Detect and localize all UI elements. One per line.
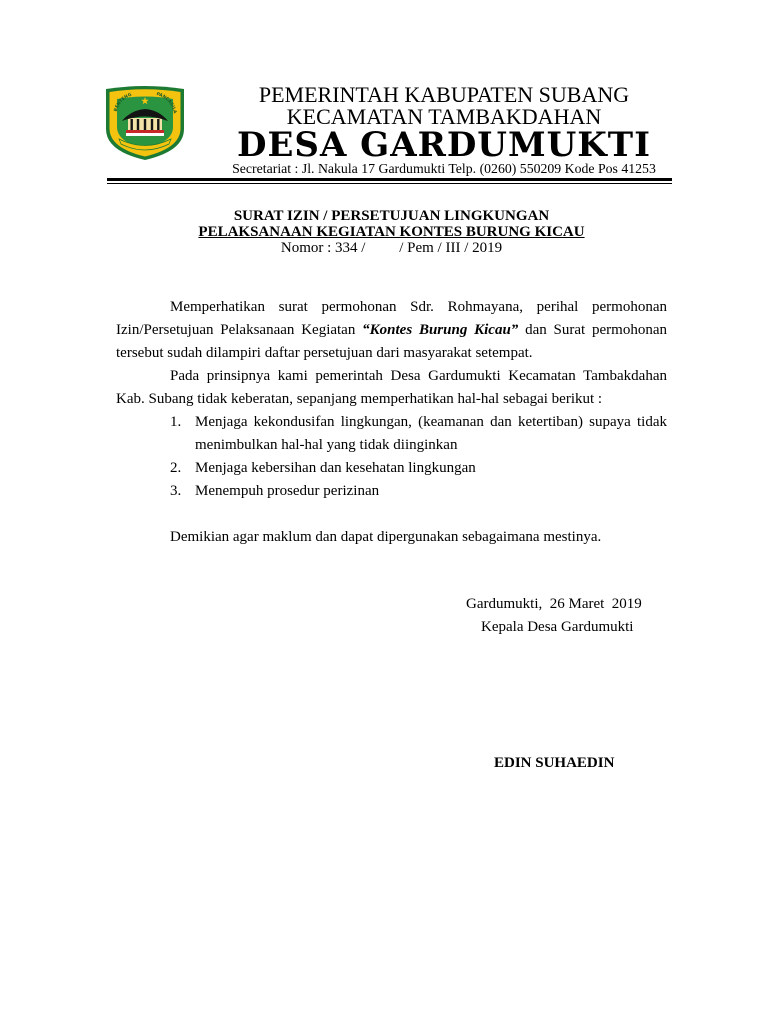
letterhead-government: PEMERINTAH KABUPATEN SUBANG xyxy=(258,82,630,107)
letter-body xyxy=(116,296,667,549)
emblem-red-band xyxy=(126,130,164,133)
paragraph-2-line-2: Kab. Subang tidak keberatan, sepanjang memperhatikan hal-hal sebagai berikut : xyxy=(116,391,603,407)
list-item-2 xyxy=(116,457,667,480)
signature-place-date: Gardumukti, 26 Maret 2019 xyxy=(466,596,642,612)
letter-title-line-1: SURAT IZIN / PERSETUJUAN LINGKUNGAN xyxy=(233,208,550,224)
list-item-1-line-2: menimbulkan hal-hal yang tidak diinginkan xyxy=(195,437,458,453)
letterhead-address: Secretariat : Jl. Nakula 17 Gardumukti Telp. (0260) 550209 Kode Pos 41253 xyxy=(232,161,656,176)
emblem-lettering-left: BENTENG xyxy=(113,92,133,113)
paragraph-1-line-2 xyxy=(116,319,667,342)
letterhead-district: KECAMATAN TAMBAKDAHAN xyxy=(286,104,602,129)
list-item-1-line-1: Menjaga kekondusifan lingkungan, (keamanan dan ketertiban) supaya tidak xyxy=(195,414,667,430)
event-name-emphasis: “Kontes Burung Kicau” xyxy=(362,322,519,338)
list-item-3 xyxy=(116,480,667,503)
letter-title-block xyxy=(116,208,667,256)
letterhead-rule-thin xyxy=(107,183,672,184)
list-number: 1. xyxy=(170,414,182,430)
emblem-white-band xyxy=(126,133,164,136)
letterhead-rule-thick xyxy=(107,178,672,181)
blank-line xyxy=(116,503,667,526)
paragraph-2-line-1: Pada prinsipnya kami pemerintah Desa Gardumukti Kecamatan Tambakdahan xyxy=(170,368,667,384)
closing-sentence: Demikian agar maklum dan dapat dipergunakan sebagaimana mestinya. xyxy=(170,529,602,545)
paragraph-1-line-3: tersebut sudah dilampiri daftar persetujuan dari masyarakat setempat. xyxy=(116,345,533,361)
letter-number: Nomor : 334 / / Pem / III / 2019 xyxy=(280,240,503,256)
signatory-name: EDIN SUHAEDIN xyxy=(494,755,615,771)
letterhead-village: DESA GARDUMUKTI xyxy=(236,125,652,165)
paragraph-1-line-2-text: Izin/Persetujuan Pelaksanaan Kegiatan xyxy=(116,322,363,338)
paragraph-1-line-2-tail: dan Surat permohonan xyxy=(518,322,667,338)
signature-position: Kepala Desa Gardumukti xyxy=(481,619,634,635)
list-number: 2. xyxy=(170,460,182,476)
paragraph-1-line-1: Memperhatikan surat permohonan Sdr. Rohmayana, perihal permohonan xyxy=(170,299,667,315)
list-number: 3. xyxy=(170,483,182,499)
regency-emblem-logo xyxy=(104,84,186,161)
list-item-2-text: Menjaga kebersihan dan kesehatan lingkungan xyxy=(195,460,476,476)
list-item-3-text: Menempuh prosedur perizinan xyxy=(195,483,380,499)
list-item-1 xyxy=(116,411,667,434)
emblem-lettering-right: PANCASILA xyxy=(155,91,177,115)
letter-title-line-2: PELAKSANAAN KEGIATAN KONTES BURUNG KICAU xyxy=(198,224,585,240)
